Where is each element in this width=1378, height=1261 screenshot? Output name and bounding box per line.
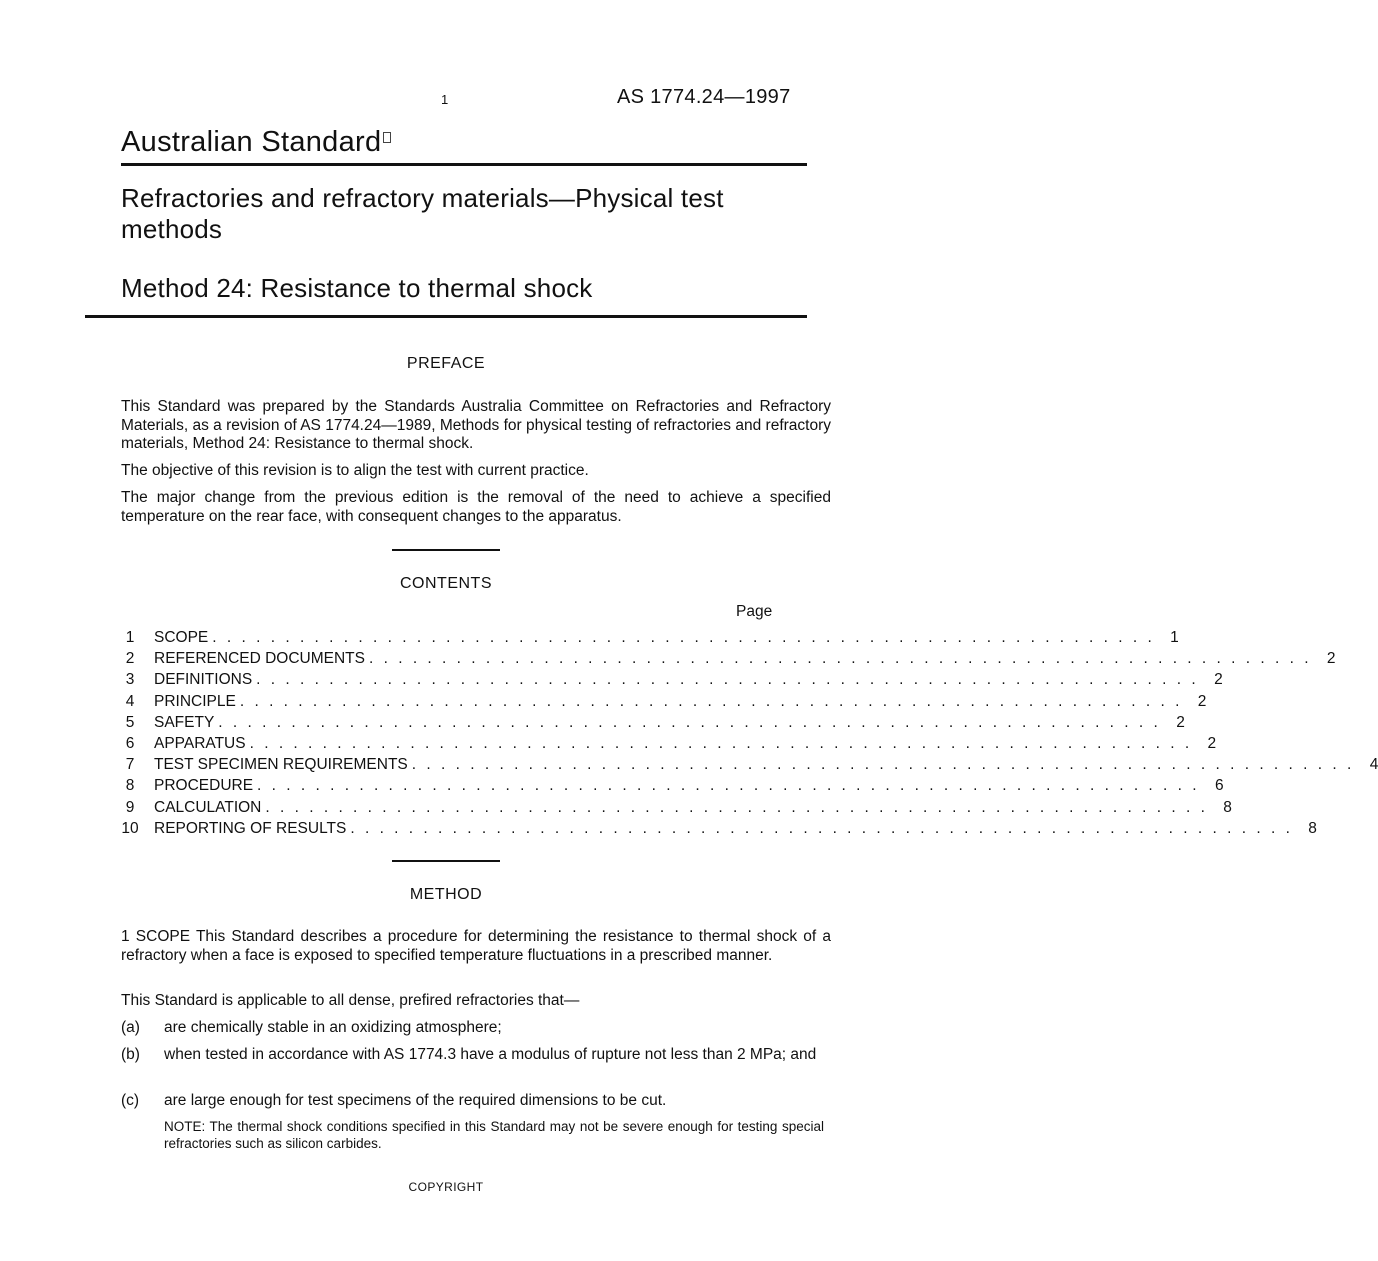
toc-number: 8 [125, 777, 135, 795]
toc-page: 8 [1308, 819, 1317, 837]
toc-leader: . . . . . . . . . . . . . . . . . . . . . . . . . . . . . . . . . . . . . . . . . . . . . . . . . . . . . . . . . . . . . . . . . [411, 756, 1355, 774]
document-subtitle: Method 24: Resistance to thermal shock [121, 273, 593, 303]
brand-title [121, 126, 391, 159]
table-of-contents [116, 629, 1378, 841]
brand-label: Australian Standard [121, 126, 382, 158]
toc-leader: . . . . . . . . . . . . . . . . . . . . . . . . . . . . . . . . . . . . . . . . . . . . . . . . . . . . . . . . . . . . . . . . . [265, 798, 1208, 816]
method-heading: METHOD [409, 886, 483, 903]
toc-page: 4 [1369, 756, 1378, 774]
toc-page: 2 [1326, 650, 1336, 668]
toc-page: 2 [1176, 713, 1185, 731]
header-rule [121, 163, 807, 166]
list-item [121, 1092, 831, 1111]
list-text: are chemically stable in an oxidizing atmosphere; [164, 1019, 502, 1036]
toc-leader: . . . . . . . . . . . . . . . . . . . . . . . . . . . . . . . . . . . . . . . . . . . . . . . . . . . . . . . . . . . . . . . . . [257, 777, 1200, 795]
toc-number: 5 [125, 713, 135, 731]
list-label: (b) [121, 1046, 140, 1063]
preface-paragraph: The major change from the previous edition is the removal of the need to achieve a specified temperature on the rear face, with consequent changes to the apparatus. [121, 489, 831, 525]
copyright-footer: COPYRIGHT [408, 1180, 484, 1194]
toc-entry[interactable] [116, 671, 1223, 692]
list-item [121, 1019, 831, 1038]
toc-leader: . . . . . . . . . . . . . . . . . . . . . . . . . . . . . . . . . . . . . . . . . . . . . . . . . . . . . . . . . . . . . . . . . [239, 692, 1183, 710]
preface-paragraph: This Standard was prepared by the Standards Australia Committee on Refractories and Refractory Materials, as a revision of AS 1774.24—1989, Methods for physical testing of refractories and refractory materials, Method 24: Resistance to thermal shock. [121, 398, 831, 452]
toc-leader: . . . . . . . . . . . . . . . . . . . . . . . . . . . . . . . . . . . . . . . . . . . . . . . . . . . . . . . . . . . . . . . . . [218, 713, 1161, 731]
page-number: 1 [441, 92, 449, 107]
title-rule [85, 315, 807, 318]
scope-paragraph: 1 SCOPE This Standard describes a procedure for determining the resistance to thermal shock of a refractory when a face is exposed to specified temperature fluctuations in a prescribed manner. [121, 928, 831, 964]
toc-entry[interactable] [116, 777, 1224, 798]
toc-page: 2 [1214, 671, 1223, 689]
toc-title: PRINCIPLE [154, 692, 236, 710]
applicability-paragraph: This Standard is applicable to all dense, prefired refractories that— [121, 992, 580, 1009]
toc-page: 2 [1207, 734, 1217, 752]
toc-number: 7 [125, 756, 135, 774]
toc-entry[interactable] [116, 756, 1378, 777]
contents-page-label: Page [736, 603, 773, 620]
toc-number: 6 [125, 734, 135, 752]
section-divider [392, 549, 500, 551]
toc-number: 10 [121, 819, 139, 837]
list-text: when tested in accordance with AS 1774.3 have a modulus of rupture not less than 2 MPa; and [164, 1046, 817, 1063]
toc-title: REPORTING OF RESULTS [154, 819, 347, 837]
toc-title: PROCEDURE [154, 777, 254, 795]
toc-number: 2 [125, 650, 135, 668]
list-text: are large enough for test specimens of the required dimensions to be cut. [164, 1092, 667, 1109]
section-divider [392, 860, 500, 862]
toc-title: SCOPE [154, 629, 209, 646]
toc-entry[interactable] [116, 798, 1232, 820]
preface-paragraph: The objective of this revision is to align the test with current practice. [121, 462, 589, 479]
toc-title: APPARATUS [154, 734, 246, 752]
toc-entry[interactable] [116, 734, 1217, 756]
toc-entry[interactable] [116, 692, 1207, 714]
toc-leader: . . . . . . . . . . . . . . . . . . . . . . . . . . . . . . . . . . . . . . . . . . . . . . . . . . . . . . . . . . . . . . . . . [350, 819, 1293, 837]
list-label: (c) [121, 1092, 140, 1109]
document-title: Refractories and refractory materials—Physical test methods [121, 183, 724, 244]
toc-number: 3 [125, 671, 135, 689]
standard-number: AS 1774.24—1997 [617, 86, 791, 108]
list-item [121, 1046, 831, 1065]
toc-number: 9 [125, 798, 135, 816]
list-label: (a) [121, 1019, 140, 1036]
toc-entry[interactable] [116, 629, 1179, 650]
toc-leader: . . . . . . . . . . . . . . . . . . . . . . . . . . . . . . . . . . . . . . . . . . . . . . . . . . . . . . . . . . . . . . . . . [212, 629, 1155, 646]
toc-title: REFERENCED DOCUMENTS [154, 650, 365, 668]
contents-heading: CONTENTS [400, 575, 492, 592]
note-text: NOTE: The thermal shock conditions specified in this Standard may not be severe enough for testing special refractories such as silicon carbides. [164, 1119, 824, 1151]
toc-page: 6 [1214, 777, 1224, 795]
toc-title: CALCULATION [154, 798, 262, 816]
toc-entry[interactable] [116, 713, 1185, 735]
toc-number: 4 [125, 692, 135, 710]
toc-entry[interactable] [116, 650, 1336, 671]
toc-number: 1 [125, 629, 135, 646]
toc-leader: . . . . . . . . . . . . . . . . . . . . . . . . . . . . . . . . . . . . . . . . . . . . . . . . . . . . . . . . . . . . . . . . . [256, 671, 1199, 689]
registered-mark-icon [383, 132, 391, 143]
toc-title: SAFETY [154, 713, 215, 731]
toc-page: 2 [1197, 692, 1207, 710]
toc-leader: . . . . . . . . . . . . . . . . . . . . . . . . . . . . . . . . . . . . . . . . . . . . . . . . . . . . . . . . . . . . . . . . . [368, 650, 1312, 668]
toc-title: DEFINITIONS [154, 671, 253, 689]
toc-page: 1 [1170, 629, 1179, 646]
toc-entry[interactable] [116, 819, 1317, 841]
toc-title: TEST SPECIMEN REQUIREMENTS [154, 756, 408, 774]
preface-heading: PREFACE [406, 355, 486, 372]
toc-leader: . . . . . . . . . . . . . . . . . . . . . . . . . . . . . . . . . . . . . . . . . . . . . . . . . . . . . . . . . . . . . . . . . [249, 734, 1193, 752]
toc-page: 8 [1223, 798, 1232, 816]
